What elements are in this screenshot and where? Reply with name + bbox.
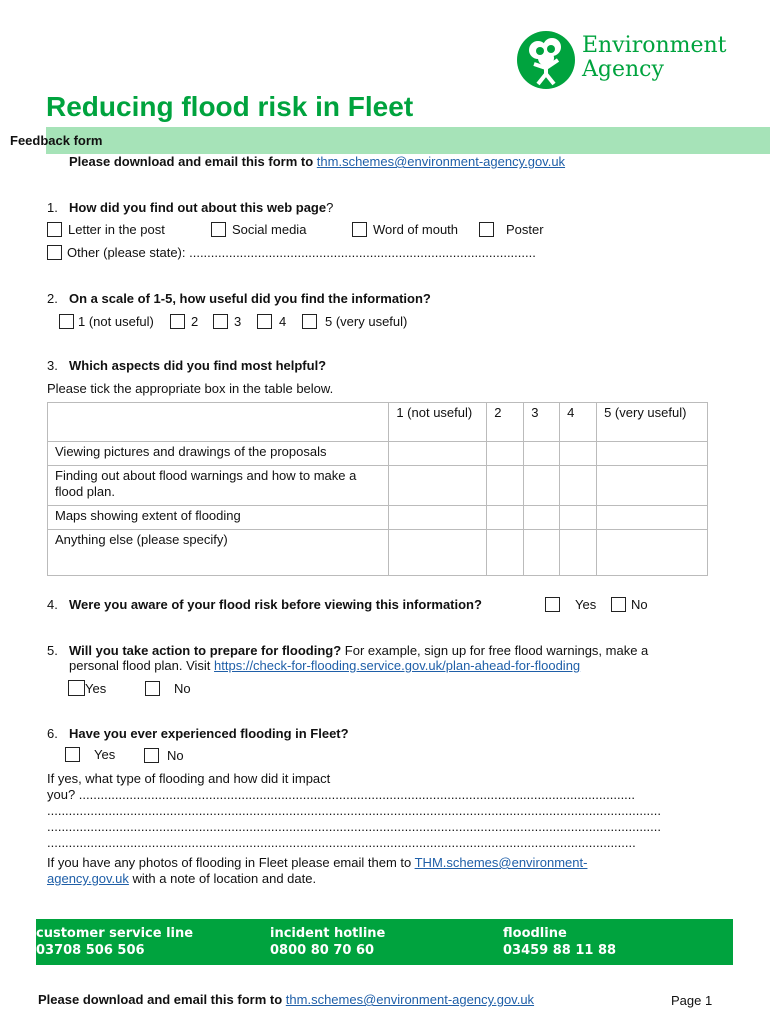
photos-text-end: with a note of location and date. xyxy=(128,871,317,886)
q4-number: 4. xyxy=(47,597,58,612)
checkbox[interactable] xyxy=(611,597,626,612)
answer-line[interactable]: .......................................................................................................................................................................... xyxy=(47,803,662,818)
table-header-cell: 4 xyxy=(560,403,597,442)
q3-number: 3. xyxy=(47,358,58,373)
contact-number: 03708 506 506 xyxy=(36,943,145,958)
q6-followup-line1: If yes, what type of flooding and how did it impact xyxy=(47,771,331,786)
q1-option-poster[interactable]: Poster xyxy=(479,222,544,237)
q6-number: 6. xyxy=(47,726,58,741)
row-label: Finding out about flood warnings and how to make a flood plan. xyxy=(48,466,389,506)
tick-cell[interactable] xyxy=(487,530,524,576)
photos-line2 xyxy=(47,871,316,886)
table-header-row xyxy=(48,403,708,442)
tick-cell[interactable] xyxy=(524,506,560,530)
contact-incident-hotline xyxy=(270,925,385,959)
q1-number: 1. xyxy=(47,200,58,215)
table-row xyxy=(48,530,708,576)
tick-cell[interactable] xyxy=(389,442,487,466)
checkbox[interactable] xyxy=(257,314,272,329)
tick-cell[interactable] xyxy=(389,530,487,576)
checkbox[interactable] xyxy=(302,314,317,329)
tick-cell[interactable] xyxy=(524,530,560,576)
tick-cell[interactable] xyxy=(524,442,560,466)
row-label: Viewing pictures and drawings of the proposals xyxy=(48,442,389,466)
environment-agency-logo xyxy=(516,30,736,90)
tick-cell[interactable] xyxy=(560,506,597,530)
row-label: Anything else (please specify) xyxy=(48,530,389,576)
table-header-cell: 2 xyxy=(487,403,524,442)
checkbox[interactable] xyxy=(47,222,62,237)
q5-text-line2: personal flood plan. Visit xyxy=(69,658,215,673)
tick-cell[interactable] xyxy=(560,442,597,466)
intro-email-link[interactable]: thm.schemes@environment-agency.gov.uk xyxy=(316,154,566,169)
checkbox[interactable] xyxy=(352,222,367,237)
tick-cell[interactable] xyxy=(597,442,708,466)
q2-option-4[interactable]: 4 xyxy=(257,314,286,329)
aspects-table xyxy=(47,402,708,576)
q3-heading xyxy=(47,358,326,373)
checkbox[interactable] xyxy=(479,222,494,237)
tick-cell[interactable] xyxy=(487,506,524,530)
checkbox[interactable] xyxy=(170,314,185,329)
checkbox[interactable] xyxy=(145,681,160,696)
q6-question: Have you ever experienced flooding in Fleet? xyxy=(69,726,349,741)
table-row xyxy=(48,506,708,530)
contact-number: 0800 80 70 60 xyxy=(270,943,375,958)
tick-cell[interactable] xyxy=(389,466,487,506)
contact-number: 03459 88 11 88 xyxy=(503,943,617,958)
feedback-form-label: Feedback form xyxy=(10,133,103,148)
brand-name-line1: Environment xyxy=(582,33,727,58)
checkbox[interactable] xyxy=(144,748,159,763)
q1-option-letter[interactable]: Letter in the post xyxy=(47,222,165,237)
tick-cell[interactable] xyxy=(560,530,597,576)
answer-line[interactable]: .......................................................................................................................................................................... xyxy=(47,819,662,834)
q6-heading xyxy=(47,726,349,741)
q4-option-no[interactable]: No xyxy=(611,597,648,612)
checkbox[interactable] xyxy=(59,314,74,329)
feedback-banner xyxy=(46,127,770,154)
q1-question: How did you find out about this web page xyxy=(69,200,327,215)
q4-question: Were you aware of your flood risk before viewing this information? xyxy=(69,597,482,612)
table-header-cell: 1 (not useful) xyxy=(389,403,487,442)
footer-email-link[interactable]: thm.schemes@environment-agency.gov.uk xyxy=(285,992,535,1007)
q5-text-line1: For example, sign up for free flood warnings, make a xyxy=(341,643,649,658)
intro-text: Please download and email this form to xyxy=(69,154,317,169)
q6-followup-line2[interactable]: you? .......................................................................................................................................................... xyxy=(47,787,636,802)
tree-person-icon xyxy=(516,30,576,90)
q5-heading xyxy=(47,643,648,658)
q2-option-3[interactable]: 3 xyxy=(213,314,241,329)
checkbox[interactable] xyxy=(545,597,560,612)
q1-heading xyxy=(47,200,333,215)
brand-name-line2: Agency xyxy=(582,57,664,82)
q5-number: 5. xyxy=(47,643,58,658)
photos-email-link-cont[interactable]: agency.gov.uk xyxy=(47,871,129,886)
q2-question: On a scale of 1-5, how useful did you find the information? xyxy=(69,291,431,306)
row-label: Maps showing extent of flooding xyxy=(48,506,389,530)
photos-text: If you have any photos of flooding in Fleet please email them to xyxy=(47,855,415,870)
checkbox[interactable] xyxy=(68,680,85,696)
table-row xyxy=(48,442,708,466)
q2-heading xyxy=(47,291,431,306)
table-header-cell: 5 (very useful) xyxy=(597,403,708,442)
tick-cell[interactable] xyxy=(560,466,597,506)
q3-instruction: Please tick the appropriate box in the table below. xyxy=(47,381,334,396)
footer-text: Please download and email this form to xyxy=(38,992,286,1007)
contact-label: floodline xyxy=(503,926,567,941)
q5-line2 xyxy=(69,658,580,673)
tick-cell[interactable] xyxy=(389,506,487,530)
table-header-cell xyxy=(48,403,389,442)
q4-heading xyxy=(47,597,482,612)
tick-cell[interactable] xyxy=(487,442,524,466)
q5-option-yes[interactable]: Yes xyxy=(68,680,106,696)
q4-option-yes[interactable]: Yes xyxy=(545,597,596,612)
checkbox[interactable] xyxy=(47,245,62,260)
q2-option-1[interactable]: 1 (not useful) xyxy=(59,314,154,329)
q6-option-yes[interactable]: Yes xyxy=(65,747,115,762)
q1-question-suffix: ? xyxy=(326,200,334,215)
q5-question: Will you take action to prepare for flooding? xyxy=(69,643,342,658)
q1-option-word[interactable]: Word of mouth xyxy=(352,222,458,237)
table-row xyxy=(48,466,708,506)
contact-label: customer service line xyxy=(36,926,194,941)
contact-floodline xyxy=(503,925,616,959)
checkbox[interactable] xyxy=(65,747,80,762)
page-title: Reducing flood risk in Fleet xyxy=(46,91,414,122)
checkbox[interactable] xyxy=(213,314,228,329)
q5-option-no[interactable]: No xyxy=(145,681,191,696)
plan-ahead-link[interactable]: https://check-for-flooding.service.gov.uk/plan-ahead-for-flooding xyxy=(214,658,581,673)
q3-question: Which aspects did you find most helpful? xyxy=(69,358,327,373)
contact-label: incident hotline xyxy=(270,926,386,941)
tick-cell[interactable] xyxy=(524,466,560,506)
footer-line xyxy=(38,992,534,1007)
checkbox[interactable] xyxy=(211,222,226,237)
tick-cell[interactable] xyxy=(487,466,524,506)
q1-option-other[interactable]: Other (please state): ................................................................................................ xyxy=(47,245,536,260)
tick-cell[interactable] xyxy=(597,530,708,576)
q1-option-social[interactable]: Social media xyxy=(211,222,306,237)
tick-cell[interactable] xyxy=(597,466,708,506)
tick-cell[interactable] xyxy=(597,506,708,530)
contact-bar xyxy=(36,919,733,965)
intro-line xyxy=(69,154,565,169)
photos-line1 xyxy=(47,855,587,870)
q2-option-5[interactable]: 5 (very useful) xyxy=(302,314,407,329)
page-number: Page 1 xyxy=(671,993,713,1008)
answer-line[interactable]: ................................................................................................................................................................... xyxy=(47,835,636,850)
q2-number: 2. xyxy=(47,291,58,306)
contact-customer-service xyxy=(36,925,193,959)
photos-email-link[interactable]: THM.schemes@environment- xyxy=(414,855,588,870)
table-header-cell: 3 xyxy=(524,403,560,442)
q6-option-no[interactable]: No xyxy=(144,748,184,763)
q2-option-2[interactable]: 2 xyxy=(170,314,198,329)
